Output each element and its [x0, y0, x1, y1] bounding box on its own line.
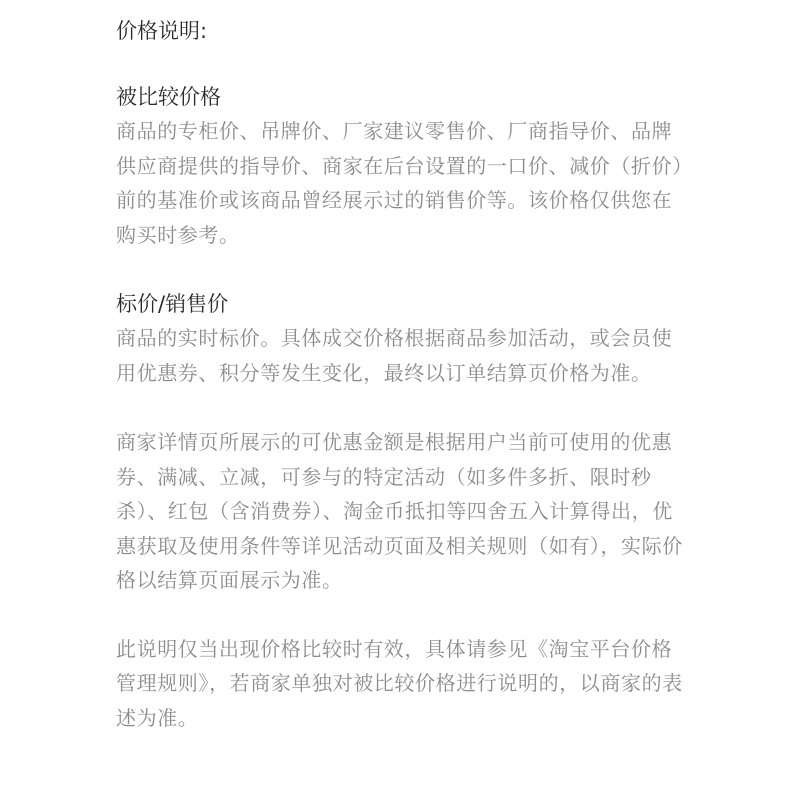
- section-body-compared-price: 商品的专柜价、吊牌价、厂家建议零售价、厂商指导价、品牌供应商提供的指导价、商家在后台设置的一口价、减价（折价）前的基准价或该商品曾经展示过的销售价等。该价格仅供您在购买时参考。: [116, 119, 683, 247]
- page-title: 价格说明:: [116, 19, 208, 43]
- section-discount-amount: [116, 425, 684, 598]
- section-heading-list-price: 标价/销售价: [116, 292, 229, 316]
- section-compared-price: [116, 80, 684, 252]
- section-list-price: [116, 287, 684, 390]
- section-body-list-price: 商品的实时标价。具体成交价格根据商品参加活动，或会员使用优惠券、积分等发生变化，最终以订单结算页价格为准。: [116, 326, 673, 385]
- section-body-validity-note: 此说明仅当出现价格比较时有效，具体请参见《淘宝平台价格管理规则》，若商家单独对被比较价格进行说明的，以商家的表述为准。: [116, 636, 683, 730]
- section-heading-compared-price: 被比较价格: [116, 85, 221, 109]
- section-body-discount-amount: 商家详情页所展示的可优惠金额是根据用户当前可使用的优惠券、满减、立减，可参与的特定活动（如多件多折、限时秒杀）、红包（含消费券）、淘金币抵扣等四舍五入计算得出，优惠获取及使用条件等详见活动页面及相关规则（如有），实际价格以结算页面展示为准。: [116, 430, 683, 592]
- section-validity-note: [116, 632, 684, 736]
